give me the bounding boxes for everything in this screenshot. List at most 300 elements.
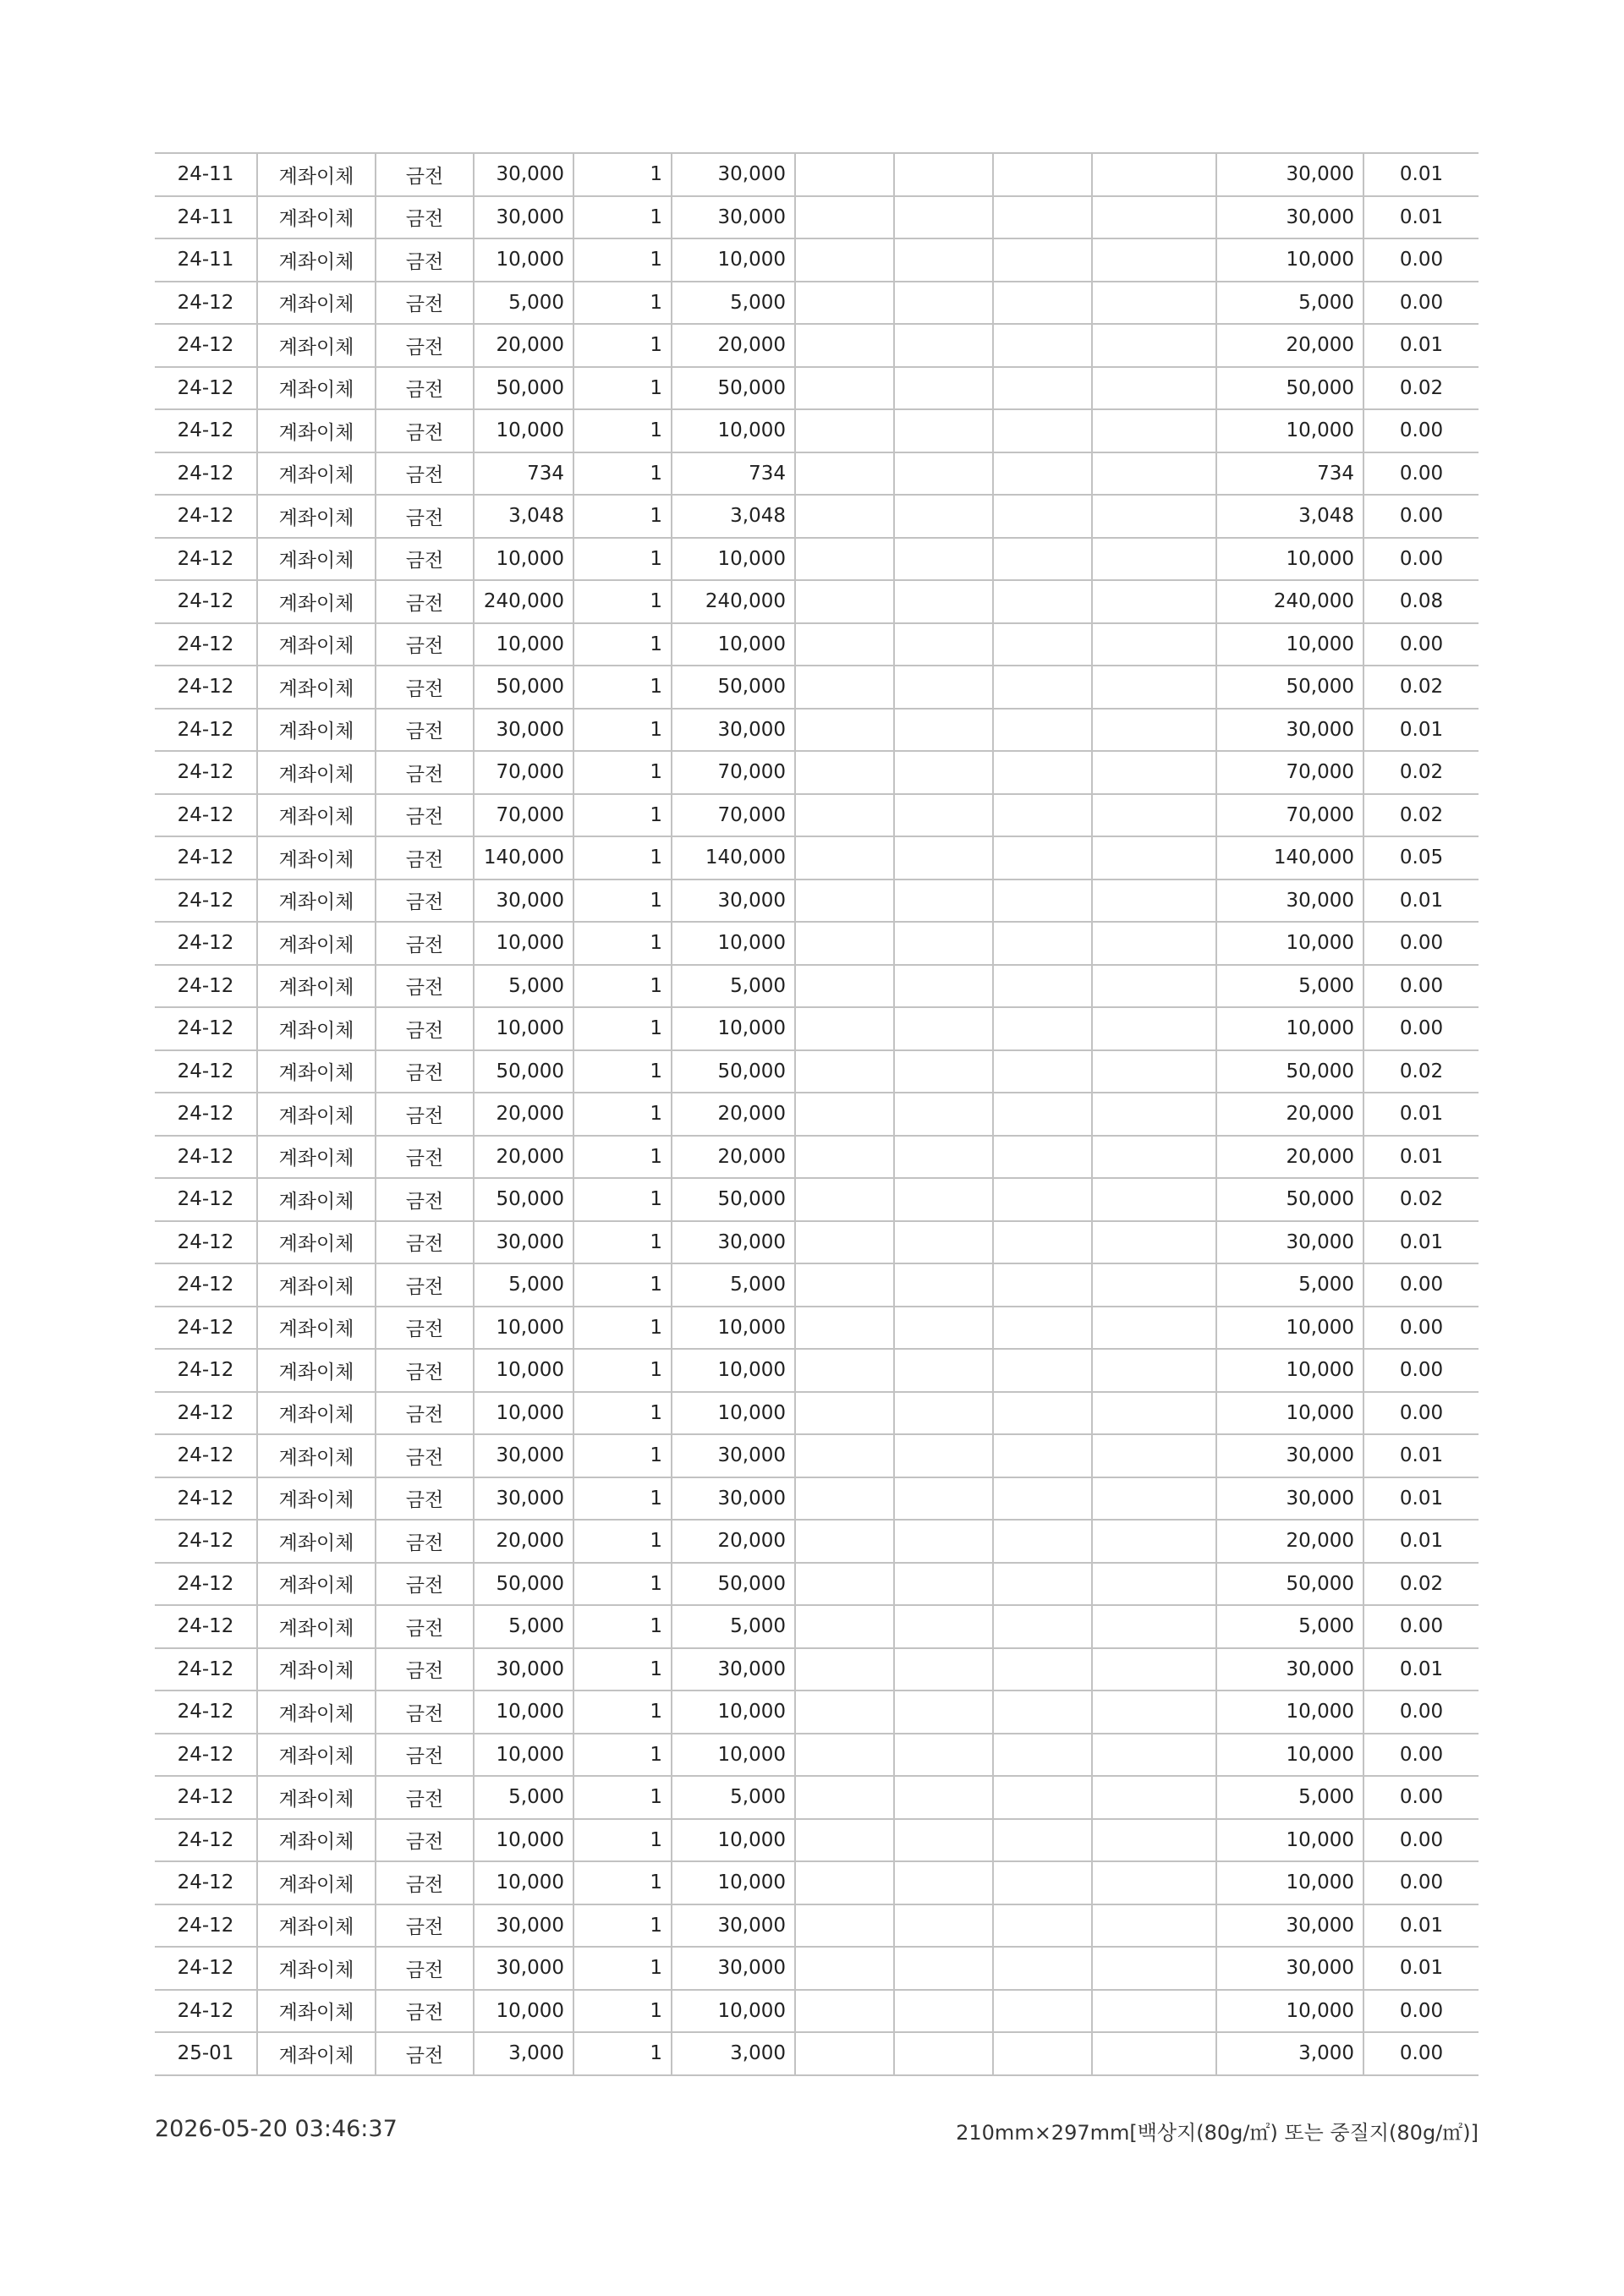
quantity-cell: 1	[573, 1349, 672, 1392]
period-cell: 24-12	[155, 666, 257, 709]
type-cell: 금전	[376, 1690, 474, 1734]
ratio-cell: 0.00	[1363, 409, 1479, 452]
amount-cell: 10,000	[474, 1819, 573, 1862]
method-cell: 계좌이체	[257, 1392, 376, 1435]
method-cell: 계좌이체	[257, 538, 376, 581]
method-cell: 계좌이체	[257, 153, 376, 196]
period-cell: 24-12	[155, 367, 257, 410]
table-row	[155, 538, 1479, 581]
empty-cell	[993, 1263, 1092, 1307]
type-cell: 금전	[376, 1734, 474, 1777]
period-cell: 24-12	[155, 1434, 257, 1477]
total-cell: 3,000	[1216, 2032, 1363, 2075]
amount-cell: 10,000	[474, 1861, 573, 1904]
empty-cell	[1092, 879, 1216, 923]
table-row	[155, 1477, 1479, 1521]
empty-cell	[1092, 538, 1216, 581]
period-cell: 24-12	[155, 409, 257, 452]
total-cell: 10,000	[1216, 409, 1363, 452]
total-cell: 10,000	[1216, 538, 1363, 581]
quantity-cell: 1	[573, 1392, 672, 1435]
amount-cell: 20,000	[474, 1136, 573, 1179]
table-row	[155, 1563, 1479, 1606]
empty-cell	[993, 666, 1092, 709]
period-cell: 24-12	[155, 1648, 257, 1691]
type-cell: 금전	[376, 623, 474, 666]
period-cell: 25-01	[155, 2032, 257, 2075]
empty-cell	[894, 1904, 993, 1948]
empty-cell	[795, 1093, 894, 1136]
empty-cell	[894, 1947, 993, 1990]
quantity-cell: 1	[573, 965, 672, 1008]
empty-cell	[894, 452, 993, 496]
method-cell: 계좌이체	[257, 1990, 376, 2033]
empty-cell	[993, 580, 1092, 623]
quantity-cell: 1	[573, 794, 672, 837]
table-row	[155, 1093, 1479, 1136]
period-cell: 24-12	[155, 324, 257, 367]
amount-cell: 70,000	[474, 794, 573, 837]
period-cell: 24-11	[155, 153, 257, 196]
period-cell: 24-12	[155, 580, 257, 623]
ledger-body	[155, 153, 1479, 2075]
type-cell: 금전	[376, 196, 474, 239]
type-cell: 금전	[376, 922, 474, 965]
period-cell: 24-11	[155, 196, 257, 239]
quantity-cell: 1	[573, 1563, 672, 1606]
type-cell: 금전	[376, 709, 474, 752]
amount-cell: 10,000	[474, 623, 573, 666]
total-cell: 20,000	[1216, 324, 1363, 367]
period-cell: 24-12	[155, 1520, 257, 1563]
empty-cell	[1092, 1434, 1216, 1477]
amount-cell: 70,000	[474, 751, 573, 794]
ratio-cell: 0.00	[1363, 452, 1479, 496]
table-row	[155, 1904, 1479, 1948]
table-row	[155, 1648, 1479, 1691]
method-cell: 계좌이체	[257, 1007, 376, 1050]
total-cell: 30,000	[1216, 196, 1363, 239]
total-cell: 20,000	[1216, 1136, 1363, 1179]
quantity-cell: 1	[573, 1307, 672, 1350]
empty-cell	[894, 1263, 993, 1307]
empty-cell	[1092, 367, 1216, 410]
empty-cell	[795, 1904, 894, 1948]
empty-cell	[795, 1861, 894, 1904]
method-cell: 계좌이체	[257, 1648, 376, 1691]
ratio-cell: 0.01	[1363, 1947, 1479, 1990]
period-cell: 24-12	[155, 1605, 257, 1648]
empty-cell	[894, 1477, 993, 1521]
subtotal-cell: 10,000	[672, 1307, 795, 1350]
amount-cell: 30,000	[474, 1904, 573, 1948]
type-cell: 금전	[376, 452, 474, 496]
ratio-cell: 0.01	[1363, 1477, 1479, 1521]
table-row	[155, 367, 1479, 410]
type-cell: 금전	[376, 1776, 474, 1819]
table-row	[155, 1263, 1479, 1307]
period-cell: 24-12	[155, 1263, 257, 1307]
empty-cell	[1092, 495, 1216, 538]
ratio-cell: 0.02	[1363, 1563, 1479, 1606]
empty-cell	[993, 1648, 1092, 1691]
empty-cell	[894, 324, 993, 367]
empty-cell	[894, 1861, 993, 1904]
total-cell: 30,000	[1216, 879, 1363, 923]
quantity-cell: 1	[573, 1093, 672, 1136]
amount-cell: 240,000	[474, 580, 573, 623]
ratio-cell: 0.02	[1363, 751, 1479, 794]
ratio-cell: 0.00	[1363, 538, 1479, 581]
amount-cell: 30,000	[474, 196, 573, 239]
empty-cell	[795, 836, 894, 879]
quantity-cell: 1	[573, 1690, 672, 1734]
method-cell: 계좌이체	[257, 452, 376, 496]
empty-cell	[894, 1050, 993, 1093]
empty-cell	[894, 1007, 993, 1050]
method-cell: 계좌이체	[257, 879, 376, 923]
amount-cell: 5,000	[474, 965, 573, 1008]
empty-cell	[993, 1136, 1092, 1179]
amount-cell: 30,000	[474, 1648, 573, 1691]
total-cell: 50,000	[1216, 367, 1363, 410]
ratio-cell: 0.01	[1363, 879, 1479, 923]
ratio-cell: 0.01	[1363, 196, 1479, 239]
table-row	[155, 153, 1479, 196]
empty-cell	[993, 1392, 1092, 1435]
method-cell: 계좌이체	[257, 196, 376, 239]
quantity-cell: 1	[573, 196, 672, 239]
empty-cell	[993, 452, 1092, 496]
empty-cell	[894, 196, 993, 239]
ratio-cell: 0.00	[1363, 1776, 1479, 1819]
ledger-table	[155, 152, 1479, 2076]
table-row	[155, 409, 1479, 452]
empty-cell	[795, 324, 894, 367]
subtotal-cell: 10,000	[672, 1990, 795, 2033]
table-row	[155, 1990, 1479, 2033]
table-row	[155, 709, 1479, 752]
subtotal-cell: 30,000	[672, 1648, 795, 1691]
empty-cell	[1092, 623, 1216, 666]
total-cell: 30,000	[1216, 1221, 1363, 1264]
empty-cell	[993, 965, 1092, 1008]
amount-cell: 10,000	[474, 1007, 573, 1050]
empty-cell	[894, 1178, 993, 1221]
quantity-cell: 1	[573, 1477, 672, 1521]
total-cell: 5,000	[1216, 1263, 1363, 1307]
table-row	[155, 794, 1479, 837]
empty-cell	[894, 1734, 993, 1777]
empty-cell	[795, 282, 894, 325]
amount-cell: 30,000	[474, 1434, 573, 1477]
empty-cell	[993, 1734, 1092, 1777]
empty-cell	[993, 282, 1092, 325]
type-cell: 금전	[376, 1178, 474, 1221]
total-cell: 5,000	[1216, 1776, 1363, 1819]
type-cell: 금전	[376, 495, 474, 538]
empty-cell	[894, 1307, 993, 1350]
method-cell: 계좌이체	[257, 1776, 376, 1819]
total-cell: 50,000	[1216, 1563, 1363, 1606]
ratio-cell: 0.01	[1363, 1093, 1479, 1136]
empty-cell	[1092, 1990, 1216, 2033]
table-row	[155, 1819, 1479, 1862]
subtotal-cell: 10,000	[672, 1861, 795, 1904]
empty-cell	[795, 153, 894, 196]
amount-cell: 140,000	[474, 836, 573, 879]
empty-cell	[993, 367, 1092, 410]
quantity-cell: 1	[573, 153, 672, 196]
amount-cell: 20,000	[474, 324, 573, 367]
empty-cell	[894, 836, 993, 879]
type-cell: 금전	[376, 1990, 474, 2033]
type-cell: 금전	[376, 1007, 474, 1050]
empty-cell	[795, 1263, 894, 1307]
empty-cell	[993, 324, 1092, 367]
empty-cell	[993, 1307, 1092, 1350]
subtotal-cell: 30,000	[672, 1221, 795, 1264]
empty-cell	[993, 495, 1092, 538]
quantity-cell: 1	[573, 1434, 672, 1477]
ratio-cell: 0.00	[1363, 1605, 1479, 1648]
subtotal-cell: 70,000	[672, 751, 795, 794]
empty-cell	[894, 1648, 993, 1691]
empty-cell	[1092, 2032, 1216, 2075]
amount-cell: 30,000	[474, 153, 573, 196]
empty-cell	[1092, 1263, 1216, 1307]
empty-cell	[993, 409, 1092, 452]
empty-cell	[894, 1776, 993, 1819]
empty-cell	[1092, 1947, 1216, 1990]
total-cell: 10,000	[1216, 1861, 1363, 1904]
total-cell: 10,000	[1216, 922, 1363, 965]
empty-cell	[1092, 1136, 1216, 1179]
quantity-cell: 1	[573, 1520, 672, 1563]
empty-cell	[1092, 580, 1216, 623]
method-cell: 계좌이체	[257, 1520, 376, 1563]
subtotal-cell: 10,000	[672, 1690, 795, 1734]
period-cell: 24-11	[155, 238, 257, 282]
total-cell: 5,000	[1216, 965, 1363, 1008]
type-cell: 금전	[376, 751, 474, 794]
empty-cell	[993, 238, 1092, 282]
table-row	[155, 1690, 1479, 1734]
empty-cell	[1092, 751, 1216, 794]
table-row	[155, 495, 1479, 538]
subtotal-cell: 140,000	[672, 836, 795, 879]
ratio-cell: 0.01	[1363, 1904, 1479, 1948]
method-cell: 계좌이체	[257, 1947, 376, 1990]
empty-cell	[993, 1861, 1092, 1904]
method-cell: 계좌이체	[257, 1050, 376, 1093]
ratio-cell: 0.02	[1363, 367, 1479, 410]
table-row	[155, 836, 1479, 879]
amount-cell: 10,000	[474, 1392, 573, 1435]
empty-cell	[795, 794, 894, 837]
quantity-cell: 1	[573, 1947, 672, 1990]
empty-cell	[795, 751, 894, 794]
period-cell: 24-12	[155, 1477, 257, 1521]
empty-cell	[795, 1392, 894, 1435]
table-row	[155, 1007, 1479, 1050]
type-cell: 금전	[376, 1136, 474, 1179]
type-cell: 금전	[376, 1947, 474, 1990]
method-cell: 계좌이체	[257, 751, 376, 794]
empty-cell	[993, 709, 1092, 752]
total-cell: 10,000	[1216, 623, 1363, 666]
empty-cell	[993, 196, 1092, 239]
total-cell: 10,000	[1216, 238, 1363, 282]
amount-cell: 20,000	[474, 1520, 573, 1563]
empty-cell	[993, 153, 1092, 196]
total-cell: 734	[1216, 452, 1363, 496]
quantity-cell: 1	[573, 836, 672, 879]
total-cell: 30,000	[1216, 1434, 1363, 1477]
subtotal-cell: 10,000	[672, 538, 795, 581]
empty-cell	[1092, 196, 1216, 239]
empty-cell	[993, 2032, 1092, 2075]
type-cell: 금전	[376, 1392, 474, 1435]
empty-cell	[795, 1819, 894, 1862]
quantity-cell: 1	[573, 1990, 672, 2033]
method-cell: 계좌이체	[257, 2032, 376, 2075]
empty-cell	[894, 580, 993, 623]
empty-cell	[1092, 1819, 1216, 1862]
amount-cell: 30,000	[474, 709, 573, 752]
period-cell: 24-12	[155, 1690, 257, 1734]
total-cell: 5,000	[1216, 1605, 1363, 1648]
period-cell: 24-12	[155, 1007, 257, 1050]
total-cell: 10,000	[1216, 1307, 1363, 1350]
quantity-cell: 1	[573, 1605, 672, 1648]
empty-cell	[993, 922, 1092, 965]
ratio-cell: 0.00	[1363, 623, 1479, 666]
type-cell: 금전	[376, 1477, 474, 1521]
quantity-cell: 1	[573, 1007, 672, 1050]
subtotal-cell: 10,000	[672, 238, 795, 282]
method-cell: 계좌이체	[257, 324, 376, 367]
empty-cell	[1092, 1904, 1216, 1948]
type-cell: 금전	[376, 1263, 474, 1307]
quantity-cell: 1	[573, 238, 672, 282]
empty-cell	[894, 1605, 993, 1648]
ratio-cell: 0.00	[1363, 1007, 1479, 1050]
empty-cell	[795, 1605, 894, 1648]
empty-cell	[894, 922, 993, 965]
period-cell: 24-12	[155, 794, 257, 837]
type-cell: 금전	[376, 1648, 474, 1691]
method-cell: 계좌이체	[257, 1093, 376, 1136]
empty-cell	[894, 495, 993, 538]
ratio-cell: 0.01	[1363, 709, 1479, 752]
subtotal-cell: 5,000	[672, 965, 795, 1008]
empty-cell	[993, 1007, 1092, 1050]
empty-cell	[993, 1221, 1092, 1264]
amount-cell: 5,000	[474, 1605, 573, 1648]
period-cell: 24-12	[155, 623, 257, 666]
ratio-cell: 0.00	[1363, 1861, 1479, 1904]
quantity-cell: 1	[573, 1178, 672, 1221]
empty-cell	[894, 153, 993, 196]
subtotal-cell: 5,000	[672, 1776, 795, 1819]
total-cell: 30,000	[1216, 1947, 1363, 1990]
total-cell: 20,000	[1216, 1520, 1363, 1563]
method-cell: 계좌이체	[257, 580, 376, 623]
quantity-cell: 1	[573, 495, 672, 538]
total-cell: 30,000	[1216, 153, 1363, 196]
quantity-cell: 1	[573, 324, 672, 367]
ratio-cell: 0.01	[1363, 1434, 1479, 1477]
empty-cell	[894, 1563, 993, 1606]
ratio-cell: 0.00	[1363, 1349, 1479, 1392]
subtotal-cell: 20,000	[672, 1520, 795, 1563]
method-cell: 계좌이체	[257, 1434, 376, 1477]
subtotal-cell: 734	[672, 452, 795, 496]
amount-cell: 3,000	[474, 2032, 573, 2075]
total-cell: 240,000	[1216, 580, 1363, 623]
subtotal-cell: 50,000	[672, 666, 795, 709]
type-cell: 금전	[376, 1093, 474, 1136]
total-cell: 10,000	[1216, 1990, 1363, 2033]
method-cell: 계좌이체	[257, 1861, 376, 1904]
type-cell: 금전	[376, 1904, 474, 1948]
type-cell: 금전	[376, 836, 474, 879]
period-cell: 24-12	[155, 1093, 257, 1136]
ratio-cell: 0.02	[1363, 666, 1479, 709]
total-cell: 10,000	[1216, 1690, 1363, 1734]
empty-cell	[795, 1007, 894, 1050]
empty-cell	[993, 1434, 1092, 1477]
empty-cell	[1092, 1520, 1216, 1563]
quantity-cell: 1	[573, 1050, 672, 1093]
empty-cell	[795, 1990, 894, 2033]
total-cell: 140,000	[1216, 836, 1363, 879]
method-cell: 계좌이체	[257, 1221, 376, 1264]
subtotal-cell: 5,000	[672, 1263, 795, 1307]
empty-cell	[1092, 1648, 1216, 1691]
period-cell: 24-12	[155, 1349, 257, 1392]
ratio-cell: 0.08	[1363, 580, 1479, 623]
empty-cell	[795, 623, 894, 666]
subtotal-cell: 50,000	[672, 367, 795, 410]
empty-cell	[795, 238, 894, 282]
empty-cell	[1092, 666, 1216, 709]
type-cell: 금전	[376, 879, 474, 923]
ratio-cell: 0.00	[1363, 922, 1479, 965]
amount-cell: 10,000	[474, 1349, 573, 1392]
empty-cell	[993, 1520, 1092, 1563]
empty-cell	[795, 452, 894, 496]
quantity-cell: 1	[573, 1136, 672, 1179]
table-row	[155, 1136, 1479, 1179]
table-row	[155, 751, 1479, 794]
type-cell: 금전	[376, 794, 474, 837]
amount-cell: 50,000	[474, 666, 573, 709]
method-cell: 계좌이체	[257, 1563, 376, 1606]
empty-cell	[795, 1734, 894, 1777]
empty-cell	[795, 495, 894, 538]
empty-cell	[993, 751, 1092, 794]
type-cell: 금전	[376, 538, 474, 581]
empty-cell	[1092, 238, 1216, 282]
period-cell: 24-12	[155, 1563, 257, 1606]
empty-cell	[993, 1563, 1092, 1606]
amount-cell: 30,000	[474, 879, 573, 923]
empty-cell	[1092, 1392, 1216, 1435]
period-cell: 24-12	[155, 495, 257, 538]
table-row	[155, 1050, 1479, 1093]
